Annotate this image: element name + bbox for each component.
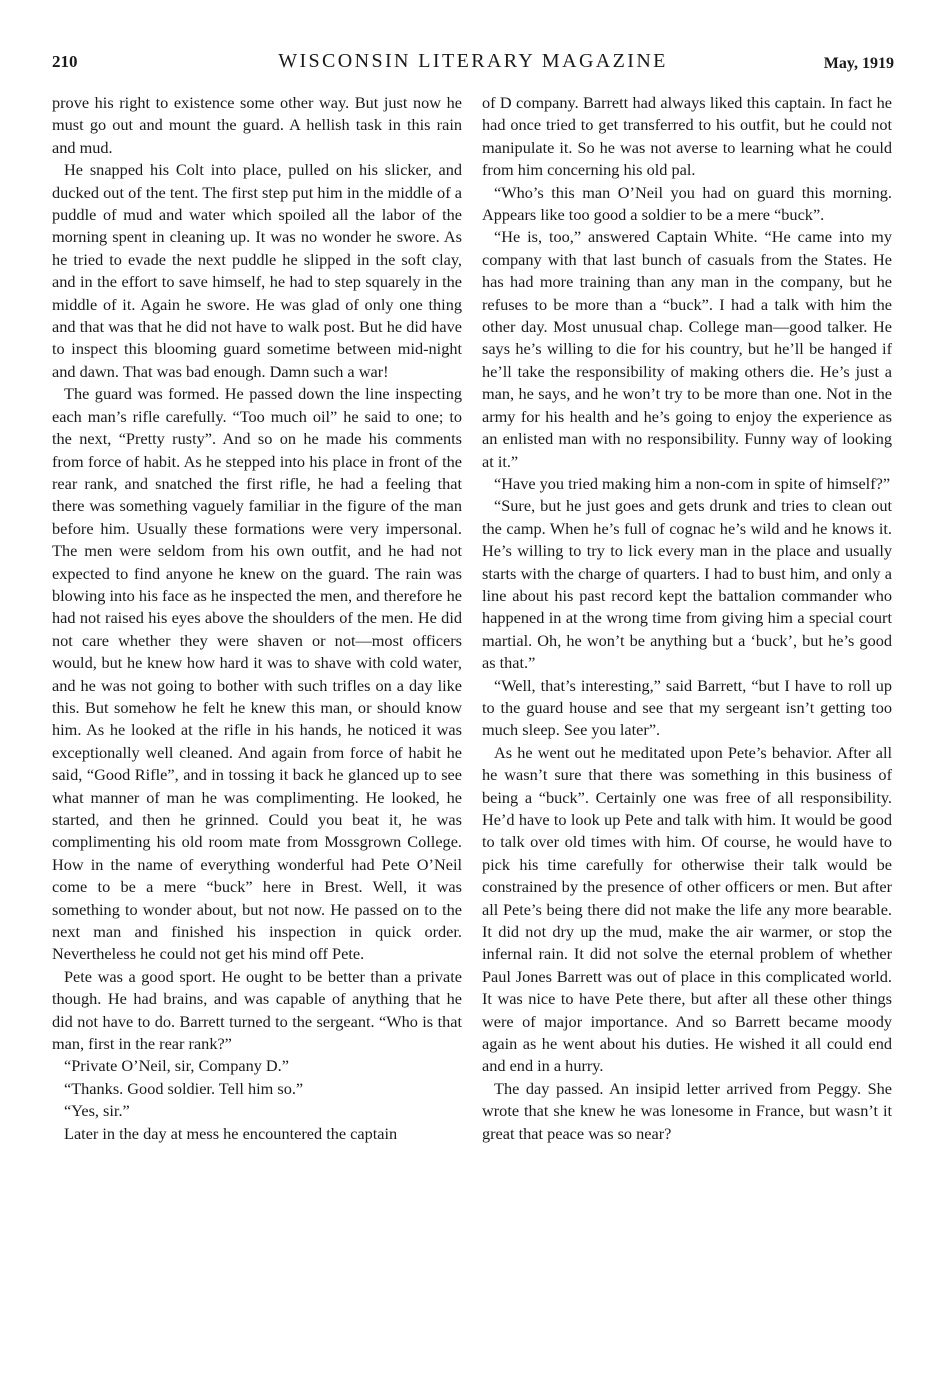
paragraph: “Who’s this man O’Neil you had on guard this morning. Appears like too good a soldier to be a mere “buck”. [482, 182, 892, 225]
paragraph: The guard was formed. He passed down the line inspecting each man’s rifle carefully. “Too much oil” he said to one; to the next, “Pretty rusty”. And so on he made his comments from force of habit. As he stepped into his place in front of the rear rank, and snatched the first rifle, he had a feeling that there was something vaguely familiar in the figure of the man before him. Usually these formations were very impersonal. The men were seldom from his own outfit, and he had not expected to find anyone he knew on the guard. The rain was blowing into his face as he inspected the men, and therefore he had not raised his eyes above the shoulders of the men. He did not care whether they were shaven or not—most officers would, but he knew how hard it was to shave with cold water, and he was not going to bother with such trifles on a day like this. But somehow he felt he knew this man, or should know him. As he looked at the rifle in his hands, he noticed it was exceptionally well cleaned. And again from force of habit he said, “Good Rifle”, and in tossing it back he glanced up to see what manner of man he was complimenting. He looked, he started, and then he grinned. Could you beat it, he was complimenting his old room mate from Mossgrown College. How in the name of everything wonderful had Pete O’Neil come to be a mere “buck” here in Brest. Well, it was something to wonder about, but not now. He passed on to the next man and finished his inspection in quick order. Nevertheless he could not get his mind off Pete. [52, 384, 462, 964]
page-number: 210 [52, 52, 78, 71]
paragraph: “He is, too,” answered Captain White. “He came into my company with that last bunch of casuals from the States. He has had more training than any man in the company, but he refuses to be more than a “buck”. I had a talk with him the other day. Most unusual chap. College man—good talker. He says he’s willing to die for his country, but he’ll be hanged if he’ll take the responsibility of making others die. He’s just a man, he says, and he won’t try to be more than one. Not in the army for his health and he’s going to enjoy the experience as an enlisted man with no responsibility. Funny way of looking at it.” [482, 227, 892, 471]
paragraph: Pete was a good sport. He ought to be better than a private though. He had brains, and was capable of anything that he did not have to do. Barrett turned to the sergeant. “Who is that man, first in the rear rank?” [52, 966, 462, 1054]
magazine-title: WISCONSIN LITERARY MAGAZINE [278, 50, 668, 72]
paragraph: The day passed. An insipid letter arrived from Peggy. She wrote that she knew he was lonesome in France, but wasn’t it great that peace was so near? [482, 1078, 892, 1143]
paragraph: of D company. Barrett had always liked this captain. In fact he had once tried to get transferred to his outfit, but he could not manipulate it. So he was not averse to learning what he could from him concerning his old pal. [482, 93, 892, 180]
right-column [482, 92, 892, 1145]
paragraph: “Well, that’s interesting,” said Barrett, “but I have to roll up to the guard house and see that my sergeant isn’t getting too much sleep. See you later”. [482, 675, 892, 740]
paragraph: “Have you tried making him a non-com in spite of himself?” [494, 473, 891, 493]
paragraph: “Sure, but he just goes and gets drunk and tries to clean out the camp. When he’s full of cognac he’s wild and he knows it. He’s willing to try to lick every man in the place and usually starts with the charge of quarters. I had to bust him, and only a line about his past record kept the battalion commander who happened in at the wrong time from giving him a special court martial. Oh, he won’t be anything but a ‘buck’, but he’s good as that.” [482, 496, 892, 673]
page-header [52, 52, 894, 78]
paragraph: “Thanks. Good soldier. Tell him so.” [64, 1078, 304, 1098]
paragraph: He snapped his Colt into place, pulled on his slicker, and ducked out of the tent. The first step put him in the middle of a puddle of mud and water which spoiled all the labor of the morning spent in cleaning up. It was no wonder he swore. As he tried to evade the next puddle he slipped in the soft clay, and in the effort to save himself, he had to step squarely in the middle of it. Again he swore. He was glad of only one thing and that was that he did not have to walk post. But he did have to inspect this blooming guard sometime between mid-night and dawn. That was bad enough. Damn such a war! [52, 160, 462, 381]
issue-date: May, 1919 [823, 55, 894, 72]
paragraph: Later in the day at mess he encountered the captain [64, 1123, 398, 1143]
paragraph: “Yes, sir.” [64, 1101, 130, 1121]
paragraph: As he went out he meditated upon Pete’s behavior. After all he wasn’t sure that there was something in this business of being a “buck”. Certainly one was free of all responsibility. He’d have to look up Pete and talk with him. It would be good to talk over old times with him. Of course, he would have to pick his time carefully for otherwise their talk would be constrained by the presence of other officers or men. But after all Pete’s being there did not make the life any more bearable. It did not dry up the mud, make the air warmer, or stop the infernal rain. It did not solve the eternal problem of whether Paul Jones Barrett was out of place in this complicated world. It was nice to have Pete there, but after all these other things were of major importance. And so Barrett became moody again as he went about his duties. He wished it all could end and end in a hurry. [482, 742, 892, 1076]
paragraph: “Private O’Neil, sir, Company D.” [64, 1056, 289, 1076]
paragraph: prove his right to existence some other way. But just now he must go out and mount the guard. A hellish task in this rain and mud. [52, 93, 462, 157]
left-column [52, 92, 462, 1145]
